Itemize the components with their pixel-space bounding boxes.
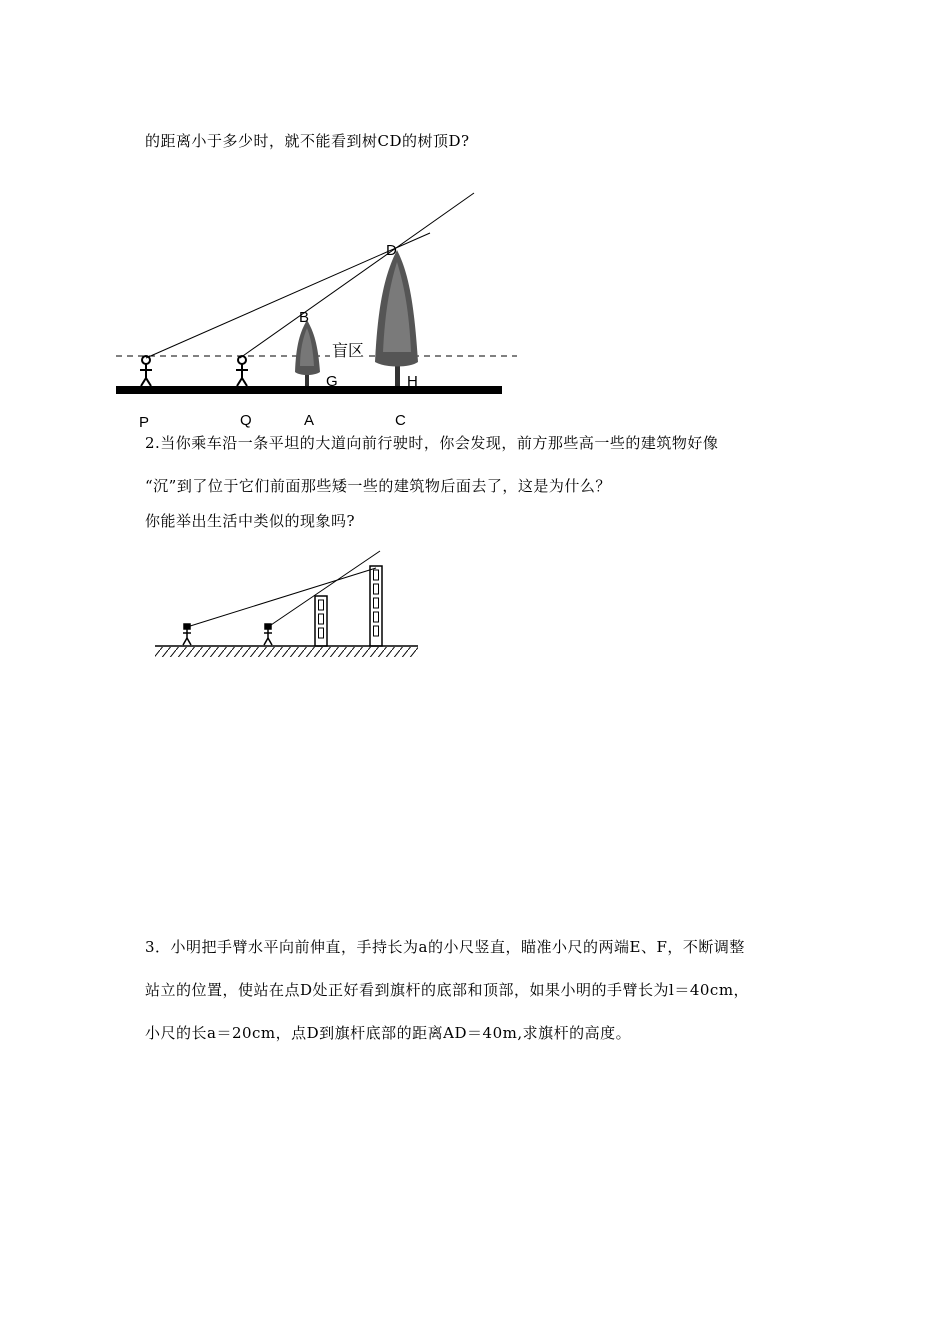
point-label-c: C: [395, 412, 406, 429]
q3-line2: 站立的位置，使站在点D处正好看到旗杆的底部和顶部，如果小明的手臂长为l＝40cm，: [145, 981, 750, 999]
q3-line3: 小尺的长a＝20cm，点D到旗杆底部的距离AD＝40m,求旗杆的高度。: [145, 1024, 632, 1042]
point-label-p: P: [139, 414, 150, 431]
observer-2: [264, 624, 272, 645]
blind-zone-label: 盲区: [330, 338, 366, 361]
point-label-g: G: [326, 373, 338, 390]
q3-line1: 3．小明把手臂水平向前伸直，手持长为a的小尺竖直，瞄准小尺的两端E、F，不断调整: [145, 938, 745, 956]
q2-line3: 你能举出生活中类似的现象吗?: [145, 512, 356, 530]
point-label-h: H: [407, 373, 418, 390]
q1-continuation-text: 的距离小于多少时，就不能看到树CD的树顶D?: [145, 132, 470, 150]
point-label-q: Q: [240, 412, 252, 429]
q2-line2: “沉”到了位于它们前面那些矮一些的建筑物后面去了，这是为什么？: [145, 477, 611, 495]
tall-building: [370, 566, 382, 646]
q2-line1: 2.当你乘车沿一条平坦的大道向前行驶时，你会发现，前方那些高一些的建筑物好像: [145, 434, 719, 452]
ground-hatching: [155, 647, 418, 657]
short-building: [315, 596, 327, 646]
point-label-d: D: [386, 242, 397, 259]
point-label-b: B: [299, 309, 310, 326]
observer-1: [183, 624, 191, 645]
point-label-a: A: [304, 412, 315, 429]
